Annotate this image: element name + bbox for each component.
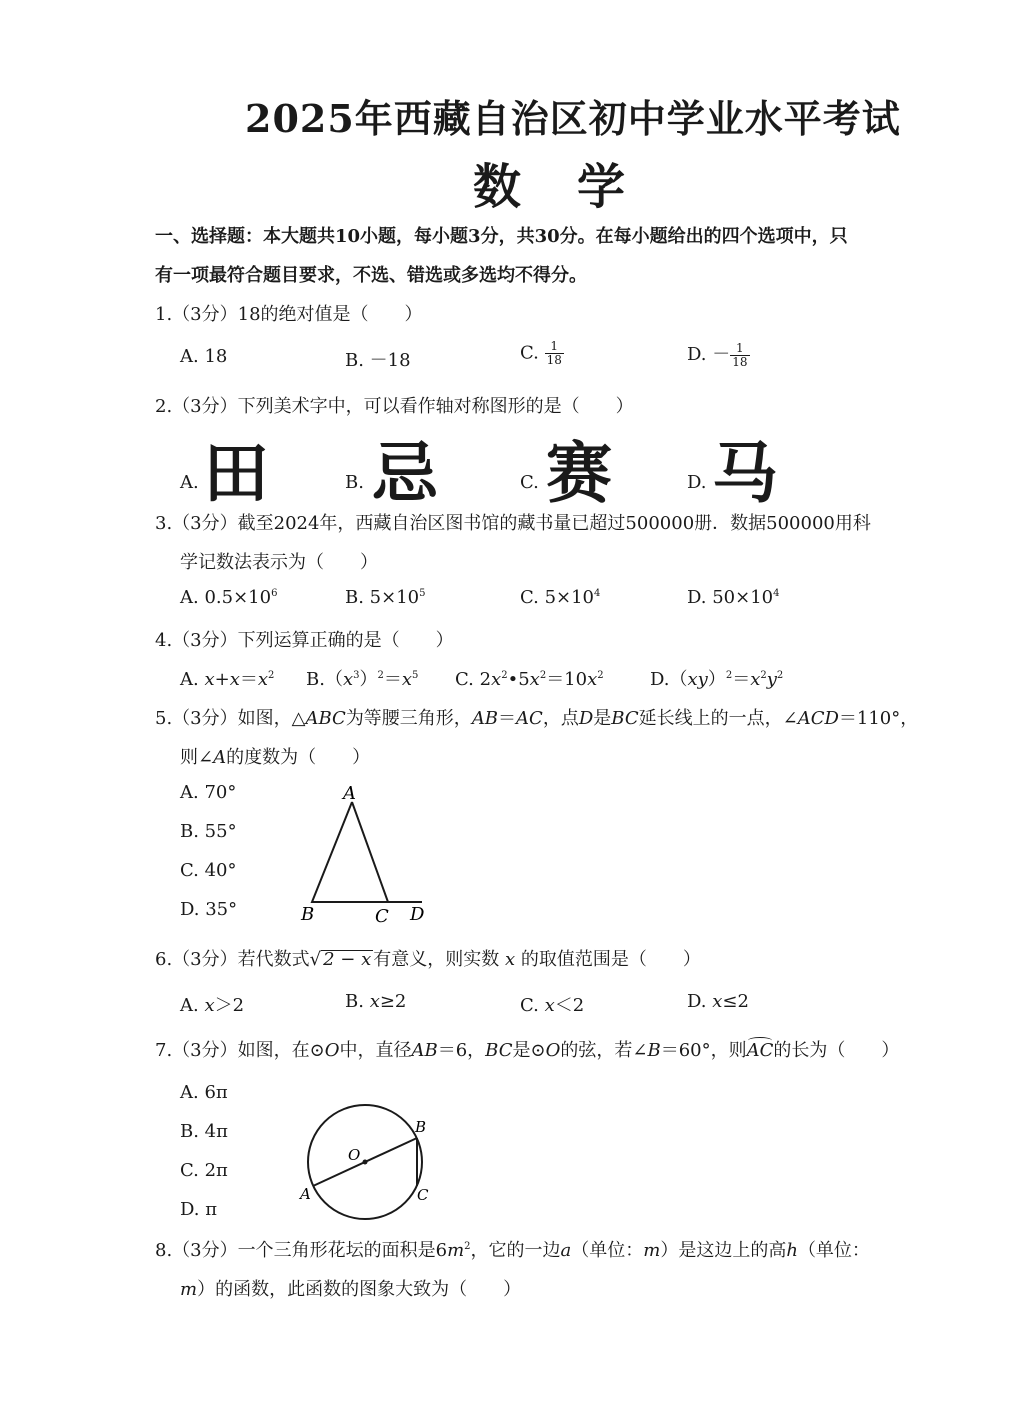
- q4-option-b: $B.(x^3)^2=x^5$: [306, 669, 419, 690]
- q4-a-label: A.: [180, 669, 199, 690]
- q3-b-exp: 5: [419, 588, 426, 599]
- q8-text-end: （单位：: [797, 1240, 870, 1261]
- q7-bc: BC: [485, 1040, 513, 1061]
- q7-ab: AB: [411, 1040, 438, 1061]
- q4-b-label: B.: [306, 669, 325, 690]
- q7-option-a: A. 6π: [180, 1082, 228, 1103]
- q3-c-exp: 4: [594, 588, 601, 599]
- section-heading-line1: 一、选择题：本大题共10小题，每小题3分，共30分。在每小题给出的四个选项中，只: [155, 226, 848, 247]
- q2-option-a-char: 田: [203, 435, 269, 512]
- q4-c-label: C.: [455, 669, 474, 690]
- q3-d-exp: 4: [773, 588, 780, 599]
- q6-option-c: [520, 991, 584, 1017]
- q5-abc: ABC: [305, 708, 346, 729]
- q1-c-denominator: 18: [546, 353, 562, 367]
- q7-option-b: B. 4π: [180, 1121, 228, 1142]
- q1-stem: 1.（3分）18的绝对值是（ ）: [155, 304, 423, 325]
- q5-eq: ＝: [498, 708, 517, 729]
- q7-text-mid4: 的弦，若∠: [560, 1040, 648, 1061]
- q8-stem-line2: [180, 1275, 521, 1301]
- q8-stem-line1: [155, 1236, 870, 1262]
- q2-option-b-label: B.: [345, 472, 364, 493]
- q5-option-b: B. 55°: [180, 821, 237, 842]
- q7-o2: O: [545, 1040, 561, 1061]
- q6-option-d: [687, 991, 749, 1012]
- q5-text-pre: 5.（3分）如图，△: [155, 708, 306, 729]
- q8-line2-end: ）的函数，此函数的图象大致为（ ）: [197, 1279, 522, 1300]
- exam-title: 2025年西藏自治区初中学业水平考试: [245, 96, 901, 141]
- q6-b-x: x: [369, 991, 380, 1012]
- q8-m2: m: [447, 1240, 465, 1261]
- q8-m2-exp: 2: [464, 1241, 471, 1252]
- q5-triangle: [312, 802, 388, 902]
- q2-option-d-char: 马: [712, 435, 778, 512]
- q6-a-rel: ＞2: [214, 995, 245, 1016]
- q4-option-c: C. $2x^2•5x^2=10x^2$: [455, 669, 604, 690]
- q6-b-label: B.: [345, 991, 364, 1012]
- q3-option-d: [687, 587, 780, 608]
- q5-option-d: D. 35°: [180, 899, 238, 920]
- q7-option-d: D. π: [180, 1199, 218, 1220]
- subject-title: 数 学: [473, 159, 630, 215]
- q7-text-mid3: 是⊙: [512, 1040, 546, 1061]
- q1-c-numerator: 1: [545, 340, 564, 354]
- q7-stem: [155, 1036, 899, 1062]
- q5-label-d: D: [410, 904, 425, 925]
- q3-d-text: D. 50×10: [687, 587, 774, 608]
- q6-a-x: x: [204, 995, 215, 1016]
- q5-line2-pre: 则∠: [180, 747, 214, 768]
- q1-option-d-label: D. －: [687, 344, 731, 365]
- q5-label-a: A: [343, 783, 356, 804]
- q8-text-pre: 8.（3分）一个三角形花坛的面积是6: [155, 1240, 448, 1261]
- q5-bc: BC: [611, 708, 639, 729]
- q1-option-d-fraction: [730, 342, 749, 369]
- q7-text-mid5: ＝60°，则: [660, 1040, 747, 1061]
- q2-option-c-char: 赛: [546, 435, 612, 512]
- q6-d-rel: ≤2: [722, 991, 749, 1012]
- q6-a-label: A.: [180, 995, 199, 1016]
- q5-text-mid2: ，点: [542, 708, 579, 729]
- q4-option-d: $D.(xy)^2=x^2y^2$: [650, 669, 784, 690]
- q7-label-b: B: [415, 1118, 427, 1136]
- q6-d-label: D.: [687, 991, 707, 1012]
- q5-ab: AB: [471, 708, 499, 729]
- q7-b: B: [647, 1040, 661, 1061]
- q3-stem-line2: 学记数法表示为（ ）: [180, 552, 378, 573]
- q6-stem: [155, 945, 701, 971]
- q1-option-a: A. 18: [180, 346, 228, 367]
- q6-text-pre: 6.（3分）若代数式: [155, 949, 310, 970]
- q7-label-c: C: [417, 1186, 429, 1204]
- q3-b-text: B. 5×10: [345, 587, 420, 608]
- q8-m: m: [643, 1240, 661, 1261]
- q5-label-c: C: [375, 906, 389, 925]
- q8-h: h: [786, 1240, 798, 1261]
- q1-d-numerator: 1: [730, 342, 749, 356]
- q3-option-a: [180, 587, 277, 608]
- q5-triangle-figure: [290, 780, 440, 925]
- q7-arc-ac: AC: [746, 1040, 774, 1061]
- q1-option-c-label: C.: [520, 342, 539, 364]
- q6-c-rel: ＜2: [554, 995, 585, 1016]
- q5-stem-line2: [180, 743, 370, 769]
- q5-text-mid1: 为等腰三角形，: [345, 708, 472, 729]
- q5-text-mid4: 延长线上的一点，∠: [638, 708, 798, 729]
- q2-option-c-label: C.: [520, 472, 539, 493]
- q1-option-b: B. －18: [345, 350, 411, 371]
- q6-x: x: [505, 949, 516, 970]
- q8-text-mid3: ）是这边上的高: [660, 1240, 787, 1261]
- q7-option-c: C. 2π: [180, 1160, 228, 1181]
- q6-radicand: 2 − x: [323, 949, 372, 970]
- q2-stem: 2.（3分）下列美术字中，可以看作轴对称图形的是（ ）: [155, 396, 634, 417]
- q6-d-x: x: [712, 991, 723, 1012]
- q1-option-d: [687, 340, 750, 369]
- q6-c-x: x: [544, 995, 555, 1016]
- q7-o: O: [324, 1040, 340, 1061]
- q1-option-c-fraction: [545, 340, 564, 367]
- q7-label-a: A: [300, 1185, 311, 1203]
- q6-text-mid: 有意义，则实数: [373, 949, 500, 970]
- q5-angle-a: A: [213, 747, 227, 768]
- q1-option-c: [520, 340, 564, 367]
- q1-d-denominator: 18: [732, 354, 748, 369]
- q5-option-a: A. 70°: [180, 782, 237, 803]
- q5-label-b: B: [301, 904, 315, 925]
- q3-c-text: C. 5×10: [520, 587, 595, 608]
- q3-stem-line1: 3.（3分）截至2024年，西藏自治区图书馆的藏书量已超过500000册．数据500000用科: [155, 513, 871, 534]
- q5-text-end: ＝110°，: [838, 708, 919, 729]
- q7-text-mid2: ＝6，: [437, 1040, 486, 1061]
- q6-text-end: 的取值范围是（ ）: [520, 949, 701, 970]
- q4-d-label: D.: [650, 669, 670, 690]
- q7-label-o: O: [348, 1146, 361, 1164]
- q5-d: D: [578, 708, 594, 729]
- q7-circle-figure: [290, 1100, 450, 1230]
- q2-option-b-char: 忌: [372, 435, 438, 512]
- q7-text-mid1: 中，直径: [339, 1040, 412, 1061]
- q6-option-a: [180, 991, 244, 1017]
- q8-a: a: [560, 1240, 572, 1261]
- q7-text-pre: 7.（3分）如图，在⊙: [155, 1040, 325, 1061]
- q3-option-b: [345, 587, 425, 608]
- q3-a-text: A. 0.5×10: [180, 587, 272, 608]
- q3-a-exp: 6: [271, 588, 278, 599]
- q4-option-a: A. $x+x=x^2$: [180, 669, 275, 690]
- q8-m-line2: m: [180, 1279, 198, 1300]
- q6-option-b: [345, 991, 406, 1012]
- q5-text-mid3: 是: [593, 708, 612, 729]
- q5-option-c: C. 40°: [180, 860, 237, 881]
- section-heading-line2: 有一项最符合题目要求，不选、错选或多选均不得分。: [155, 265, 587, 286]
- q3-option-c: [520, 587, 600, 608]
- q8-text-mid2: （单位：: [571, 1240, 644, 1261]
- q7-center-dot: [363, 1160, 368, 1165]
- q5-ac: AC: [516, 708, 543, 729]
- q5-acd: ACD: [797, 708, 839, 729]
- sqrt-sign-icon: √: [309, 949, 322, 970]
- q4-stem: 4.（3分）下列运算正确的是（ ）: [155, 630, 454, 651]
- q2-option-d-label: D.: [687, 472, 707, 493]
- q5-stem-line1: [155, 704, 918, 730]
- q6-b-rel: ≥2: [379, 991, 407, 1012]
- q7-text-end: 的长为（ ）: [773, 1040, 900, 1061]
- q6-c-label: C.: [520, 995, 539, 1016]
- q5-line2-end: 的度数为（ ）: [226, 747, 371, 768]
- q2-option-a-label: A.: [180, 472, 199, 493]
- q8-text-mid1: ，它的一边: [470, 1240, 561, 1261]
